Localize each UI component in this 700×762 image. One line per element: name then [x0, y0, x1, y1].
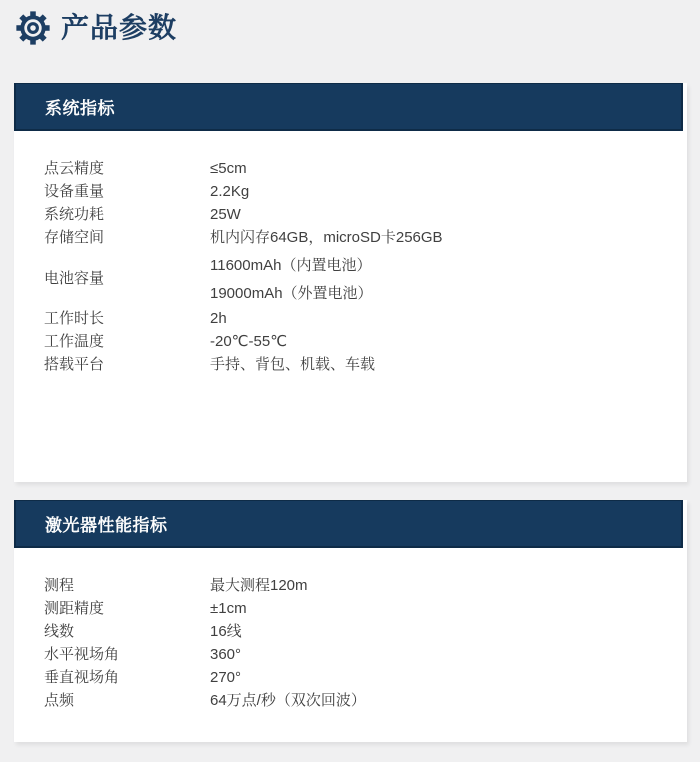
spec-label: 设备重量 [44, 183, 105, 200]
spec-card [14, 83, 687, 482]
spec-value: 2.2Kg [210, 183, 250, 200]
spec-value-group [210, 353, 657, 376]
spec-value-group [210, 574, 657, 597]
spec-value-group [210, 180, 657, 203]
spec-value: ≤5cm [210, 160, 247, 177]
spec-card [14, 500, 687, 742]
spec-row [44, 330, 657, 353]
spec-value: -20℃-55℃ [210, 333, 288, 350]
spec-row [44, 666, 657, 689]
spec-value: 19000mAh（外置电池） [210, 285, 373, 302]
spec-value-group [210, 643, 657, 666]
spec-value-group [210, 203, 657, 226]
section-header [14, 500, 683, 548]
spec-value: 360° [210, 646, 242, 663]
gear-icon [14, 9, 52, 47]
section-body [14, 548, 687, 742]
spec-value-group [210, 597, 657, 620]
spec-table [44, 157, 657, 376]
spec-label: 存储空间 [44, 229, 105, 246]
spec-value: 64万点/秒（双次回波） [210, 692, 366, 709]
section-header [14, 83, 683, 131]
spec-row [44, 353, 657, 376]
spec-value: 11600mAh（内置电池） [210, 257, 372, 274]
spec-value: 25W [210, 206, 241, 223]
spec-value: 270° [210, 669, 242, 686]
spec-value-group [210, 226, 657, 249]
spec-label: 工作温度 [44, 333, 105, 350]
spec-label: 垂直视场角 [44, 669, 120, 686]
spec-value-group [210, 307, 657, 330]
spec-row [44, 180, 657, 203]
spec-row [44, 157, 657, 180]
spec-value: 手持、背包、机载、车载 [210, 356, 376, 373]
spec-value-group [210, 330, 657, 353]
spec-value-group [210, 666, 657, 689]
spec-label: 测程 [44, 577, 75, 594]
spec-value: 2h [210, 310, 227, 327]
spec-value-group [210, 249, 657, 307]
spec-row [44, 203, 657, 226]
spec-table [44, 574, 657, 712]
spec-label: 点云精度 [44, 160, 105, 177]
sections [0, 83, 700, 742]
spec-value: 最大测程120m [210, 577, 308, 594]
spec-row [44, 643, 657, 666]
spec-row [44, 574, 657, 597]
section-body [14, 131, 687, 482]
section-title: 激光器性能指标 [45, 516, 168, 535]
spec-label: 电池容量 [44, 269, 105, 287]
spec-value: 16线 [210, 623, 242, 640]
spec-value-group [210, 157, 657, 180]
spec-row [44, 689, 657, 712]
spec-label: 测距精度 [44, 600, 105, 617]
spec-row [44, 597, 657, 620]
spec-value-group [210, 689, 657, 712]
page-title-text: 产品参数 [61, 12, 178, 43]
spec-label: 工作时长 [44, 310, 105, 327]
spec-row [44, 249, 657, 307]
spec-label: 线数 [44, 623, 75, 640]
spec-row [44, 226, 657, 249]
spec-row [44, 307, 657, 330]
section-title: 系统指标 [45, 99, 115, 118]
spec-label: 点频 [44, 692, 75, 709]
spec-value-group [210, 620, 657, 643]
spec-value: 机内闪存64GB，microSD卡256GB [210, 229, 443, 246]
page-title [14, 8, 700, 48]
spec-label: 搭载平台 [44, 356, 105, 373]
spec-label: 水平视场角 [44, 646, 120, 663]
spec-label: 系统功耗 [44, 206, 105, 223]
spec-row [44, 620, 657, 643]
spec-value: ±1cm [210, 600, 247, 617]
